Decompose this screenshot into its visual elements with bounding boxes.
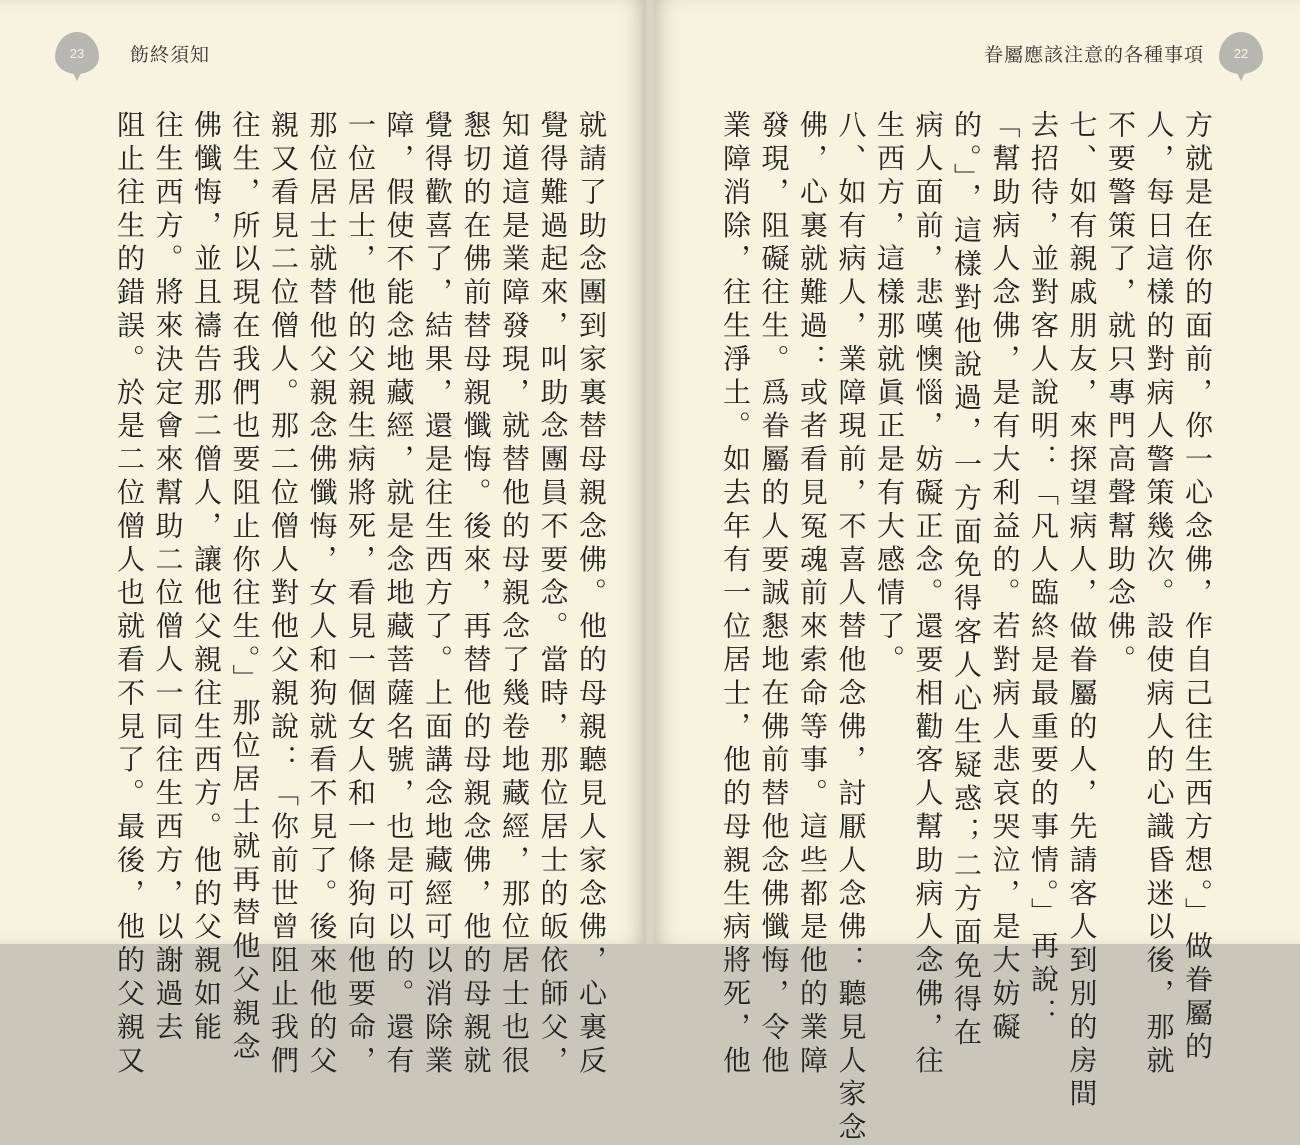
running-head: 眷屬應該注意的各種事項 bbox=[983, 44, 1204, 66]
text-column: 生西方，這樣那就眞正是有大感情了。 bbox=[873, 110, 906, 678]
book-gutter bbox=[646, 0, 654, 944]
text-column: 往生，所以現在我們也要阻止你往生。」那位居士就再替他父親念 bbox=[228, 110, 262, 1065]
body-text bbox=[110, 110, 610, 1079]
page-number: 23 bbox=[69, 45, 85, 61]
page-number: 22 bbox=[1233, 45, 1249, 61]
text-column: 懇切的在佛前替母親懺悔。後來，再替他的母親念佛，他的母親就 bbox=[459, 110, 493, 1079]
text-column: 往生西方。將來決定會來幫助二位僧人一同往生西方，以謝過去 bbox=[151, 110, 185, 1046]
text-column: 就請了助念團到家裏替母親念佛。他的母親聽見人家念佛，心裏反 bbox=[575, 110, 608, 1079]
text-column: 障，假使不能念地藏經，就是念地藏菩薩名號，也是可以的。還有 bbox=[382, 110, 416, 1079]
text-column: 方就是在你的面前，你一心念佛，作自己往生西方想。」做眷屬的 bbox=[1181, 110, 1214, 1065]
text-column: 的。」，這樣對他說過，一方面免得客人心生疑惑；二方面免得在 bbox=[950, 110, 983, 1051]
text-column: 去招待，並對客人說明：「凡人臨終是最重要的事情。」再說： bbox=[1027, 110, 1060, 1032]
running-head: 飭終須知 bbox=[130, 44, 211, 66]
left-page bbox=[0, 0, 650, 1079]
text-column: 知道這是業障發現，就替他的母親念了幾卷地藏經，那位居士也很 bbox=[498, 110, 531, 1079]
text-column: 七、如有親戚朋友，來探望病人，做眷屬的人，先請客人到別的房間 bbox=[1065, 110, 1099, 1112]
text-column: 那位居士就替他父親念佛懺悔，女人和狗就看不見了。後來他的父 bbox=[305, 110, 339, 1079]
text-column: 不要警策了，就只專門高聲幫助念佛。 bbox=[1104, 110, 1137, 678]
leaf-page-number-icon bbox=[1219, 32, 1263, 74]
leaf-page-number-icon bbox=[55, 32, 99, 74]
text-column: 人，每日這樣的對病人警策幾次。設使病人的心識昏迷以後，那就 bbox=[1142, 110, 1176, 1079]
text-column: 病人面前，悲嘆懊惱，妨礙正念。還要相勸客人幫助病人念佛，往 bbox=[911, 110, 945, 1079]
text-column: 佛懺悔，並且禱告那二僧人，讓他父親往生西方。他的父親如能 bbox=[190, 110, 223, 1046]
text-column: 業障消除，往生淨土。如去年有一位居士，他的母親生病將死，他 bbox=[719, 110, 752, 1079]
text-column: 阻止往生的錯誤。於是二位僧人也就看不見了。最後，他的父親又 bbox=[113, 110, 146, 1079]
text-column: 八、如有病人，業障現前，不喜人替他念佛，討厭人念佛：聽見人家念 bbox=[834, 110, 868, 1145]
text-column: 覺得歡喜了，結果，還是往生西方了。上面講念地藏經可以消除業 bbox=[421, 110, 454, 1079]
text-column: 一位居士，他的父親生病將死，看見一個女人和一條狗向他要命， bbox=[344, 110, 377, 1079]
text-column: 佛，心裏就難過：或者看見冤魂前來索命等事。這些都是他的業障 bbox=[796, 110, 829, 1079]
text-column: 覺得難過起來，叫助念團員不要念。當時，那位居士的皈依師父， bbox=[536, 110, 570, 1079]
right-page bbox=[650, 0, 1300, 1145]
text-column: 發現，阻礙往生。爲眷屬的人要誠懇地在佛前替他念佛懺悔，令他 bbox=[757, 110, 791, 1079]
text-column: 親又看見二位僧人。那二位僧人對他父親說：「你前世曾阻止我們 bbox=[267, 110, 300, 1079]
text-column: 「幫助病人念佛，是有大利益的。若對病人悲哀哭泣，是大妨礙 bbox=[988, 110, 1022, 1046]
body-text bbox=[710, 110, 1216, 1145]
